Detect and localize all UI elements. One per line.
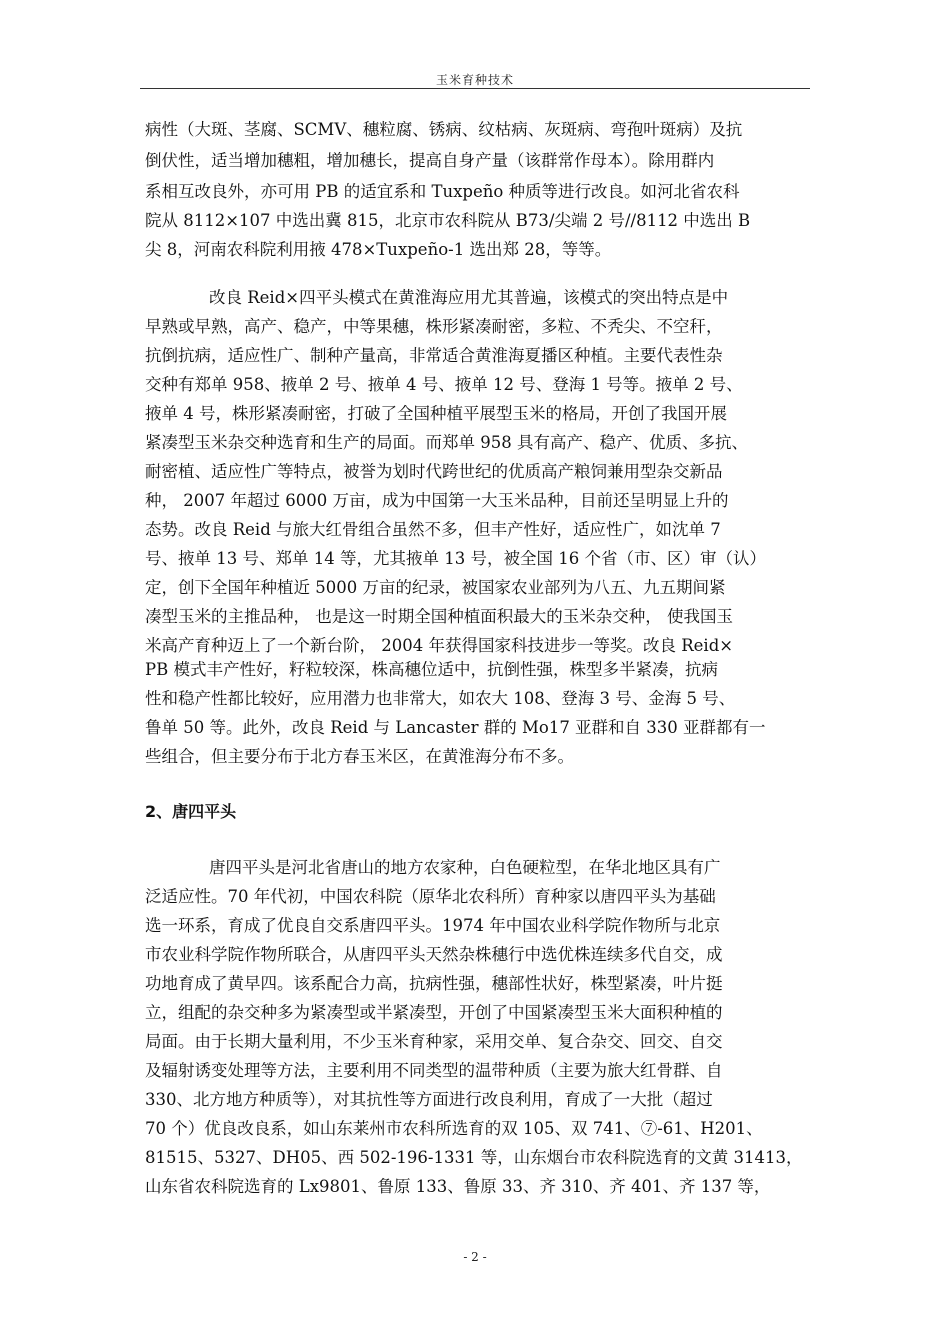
paragraph-line: 唐四平头是河北省唐山的地方农家种，白色硬粒型，在华北地区具有广 [209, 858, 721, 877]
paragraph-line: 市农业科学院作物所联合，从唐四平头天然杂株穗行中选优株连续多代自交，成 [145, 945, 723, 964]
paragraph-line: 凑型玉米的主推品种， 也是这一时期全国种植面积最大的玉米杂交种， 使我国玉 [145, 607, 733, 626]
paragraph-line: 耐密植、适应性广等特点，被誉为划时代跨世纪的优质高产粮饲兼用型杂交新品 [145, 462, 723, 481]
paragraph-line: 及辐射诱变处理等方法，主要利用不同类型的温带种质（主要为旅大红骨群、自 [145, 1061, 723, 1080]
paragraph-line: 选一环系，育成了优良自交系唐四平头。1974 年中国农业科学院作物所与北京 [145, 916, 721, 935]
paragraph-line: 号、掖单 13 号、郑单 14 等，尤其掖单 13 号，被全国 16 个省（市、区）审（认） [145, 549, 766, 568]
paragraph-line: PB 模式丰产性好，籽粒较深，株高穗位适中，抗倒性强，株型多半紧凑，抗病 [145, 660, 718, 679]
paragraph-line: 早熟或早熟，高产、稳产，中等果穗，株形紧凑耐密，多粒、不秃尖、不空秆， [145, 317, 723, 336]
paragraph-line: 交种有郑单 958、掖单 2 号、掖单 4 号、掖单 12 号、登海 1 号等。掖单 2 号、 [145, 375, 743, 394]
paragraph-line: 鲁单 50 等。此外，改良 Reid 与 Lancaster 群的 Mo17 亚群和自 330 亚群都有一 [145, 718, 766, 737]
paragraph-line: 米高产育种迈上了一个新台阶， 2004 年获得国家科技进步一等奖。改良 Reid× [145, 636, 734, 655]
paragraph-line: 抗倒抗病，适应性广、制种产量高，非常适合黄淮海夏播区种植。主要代表性杂 [145, 346, 723, 365]
section-heading: 2、唐四平头 [145, 802, 237, 821]
paragraph-line: 倒伏性，适当增加穗粗，增加穗长，提高自身产量（该群常作母本）。除用群内 [145, 151, 715, 170]
paragraph-line: 局面。由于长期大量利用，不少玉米育种家，采用交单、复合杂交、回交、自交 [145, 1032, 723, 1051]
paragraph-line: 泛适应性。70 年代初，中国农科院（原华北农科所）育种家以唐四平头为基础 [145, 887, 716, 906]
paragraph-line: 改良 Reid×四平头模式在黄淮海应用尤其普遍，该模式的突出特点是中 [209, 288, 729, 307]
paragraph-line: 定，创下全国年种植近 5000 万亩的纪录，被国家农业部列为八五、九五期间紧 [145, 578, 726, 597]
paragraph-line: 功地育成了黄早四。该系配合力高，抗病性强，穗部性状好，株型紧凑，叶片挺 [145, 974, 723, 993]
paragraph-line: 紧凑型玉米杂交种选育和生产的局面。而郑单 958 具有高产、稳产、优质、多抗、 [145, 433, 748, 452]
paragraph-line: 山东省农科院选育的 Lx9801、鲁原 133、鲁原 33、齐 310、齐 401、齐 137 等， [145, 1177, 771, 1196]
paragraph-line: 立，组配的杂交种多为紧凑型或半紧凑型，开创了中国紧凑型玉米大面积种植的 [145, 1003, 723, 1022]
page-number: - 2 - [463, 1250, 487, 1264]
paragraph-line: 70 个）优良改良系，如山东莱州市农科所选育的双 105、双 741、⑦-61、H201、 [145, 1119, 763, 1138]
paragraph-line: 种， 2007 年超过 6000 万亩，成为中国第一大玉米品种，目前还呈明显上升的 [145, 491, 729, 510]
paragraph-line: 态势。改良 Reid 与旅大红骨组合虽然不多，但丰产性好，适应性广，如沈单 7 [145, 520, 721, 539]
paragraph-line: 系相互改良外，亦可用 PB 的适宜系和 Tuxpeño 种质等进行改良。如河北省农科 [145, 182, 740, 201]
running-header: 玉米育种技术 [435, 73, 514, 87]
header-rule [140, 88, 810, 89]
paragraph-line: 些组合，但主要分布于北方春玉米区，在黄淮海分布不多。 [145, 747, 574, 766]
paragraph-line: 掖单 4 号，株形紧凑耐密，打破了全国种植平展型玉米的格局，开创了我国开展 [145, 404, 727, 423]
paragraph-line: 病性（大斑、茎腐、SCMV、穗粒腐、锈病、纹枯病、灰斑病、弯孢叶斑病）及抗 [145, 120, 743, 139]
paragraph-line: 院从 8112×107 中选出冀 815，北京市农科院从 B73/尖端 2 号//8112 中选出 B [145, 211, 751, 230]
paragraph-line: 81515、5327、DH05、西 502-196-1331 等，山东烟台市农科院选育的文黄 31413， [145, 1148, 803, 1167]
paragraph-line: 330、北方地方种质等），对其抗性等方面进行改良利用，育成了一大批（超过 [145, 1090, 713, 1109]
paragraph-line: 尖 8，河南农科院利用掖 478×Tuxpeño-1 选出郑 28，等等。 [145, 240, 612, 259]
paragraph-line: 性和稳产性都比较好，应用潜力也非常大，如农大 108、登海 3 号、金海 5 号、 [145, 689, 736, 708]
